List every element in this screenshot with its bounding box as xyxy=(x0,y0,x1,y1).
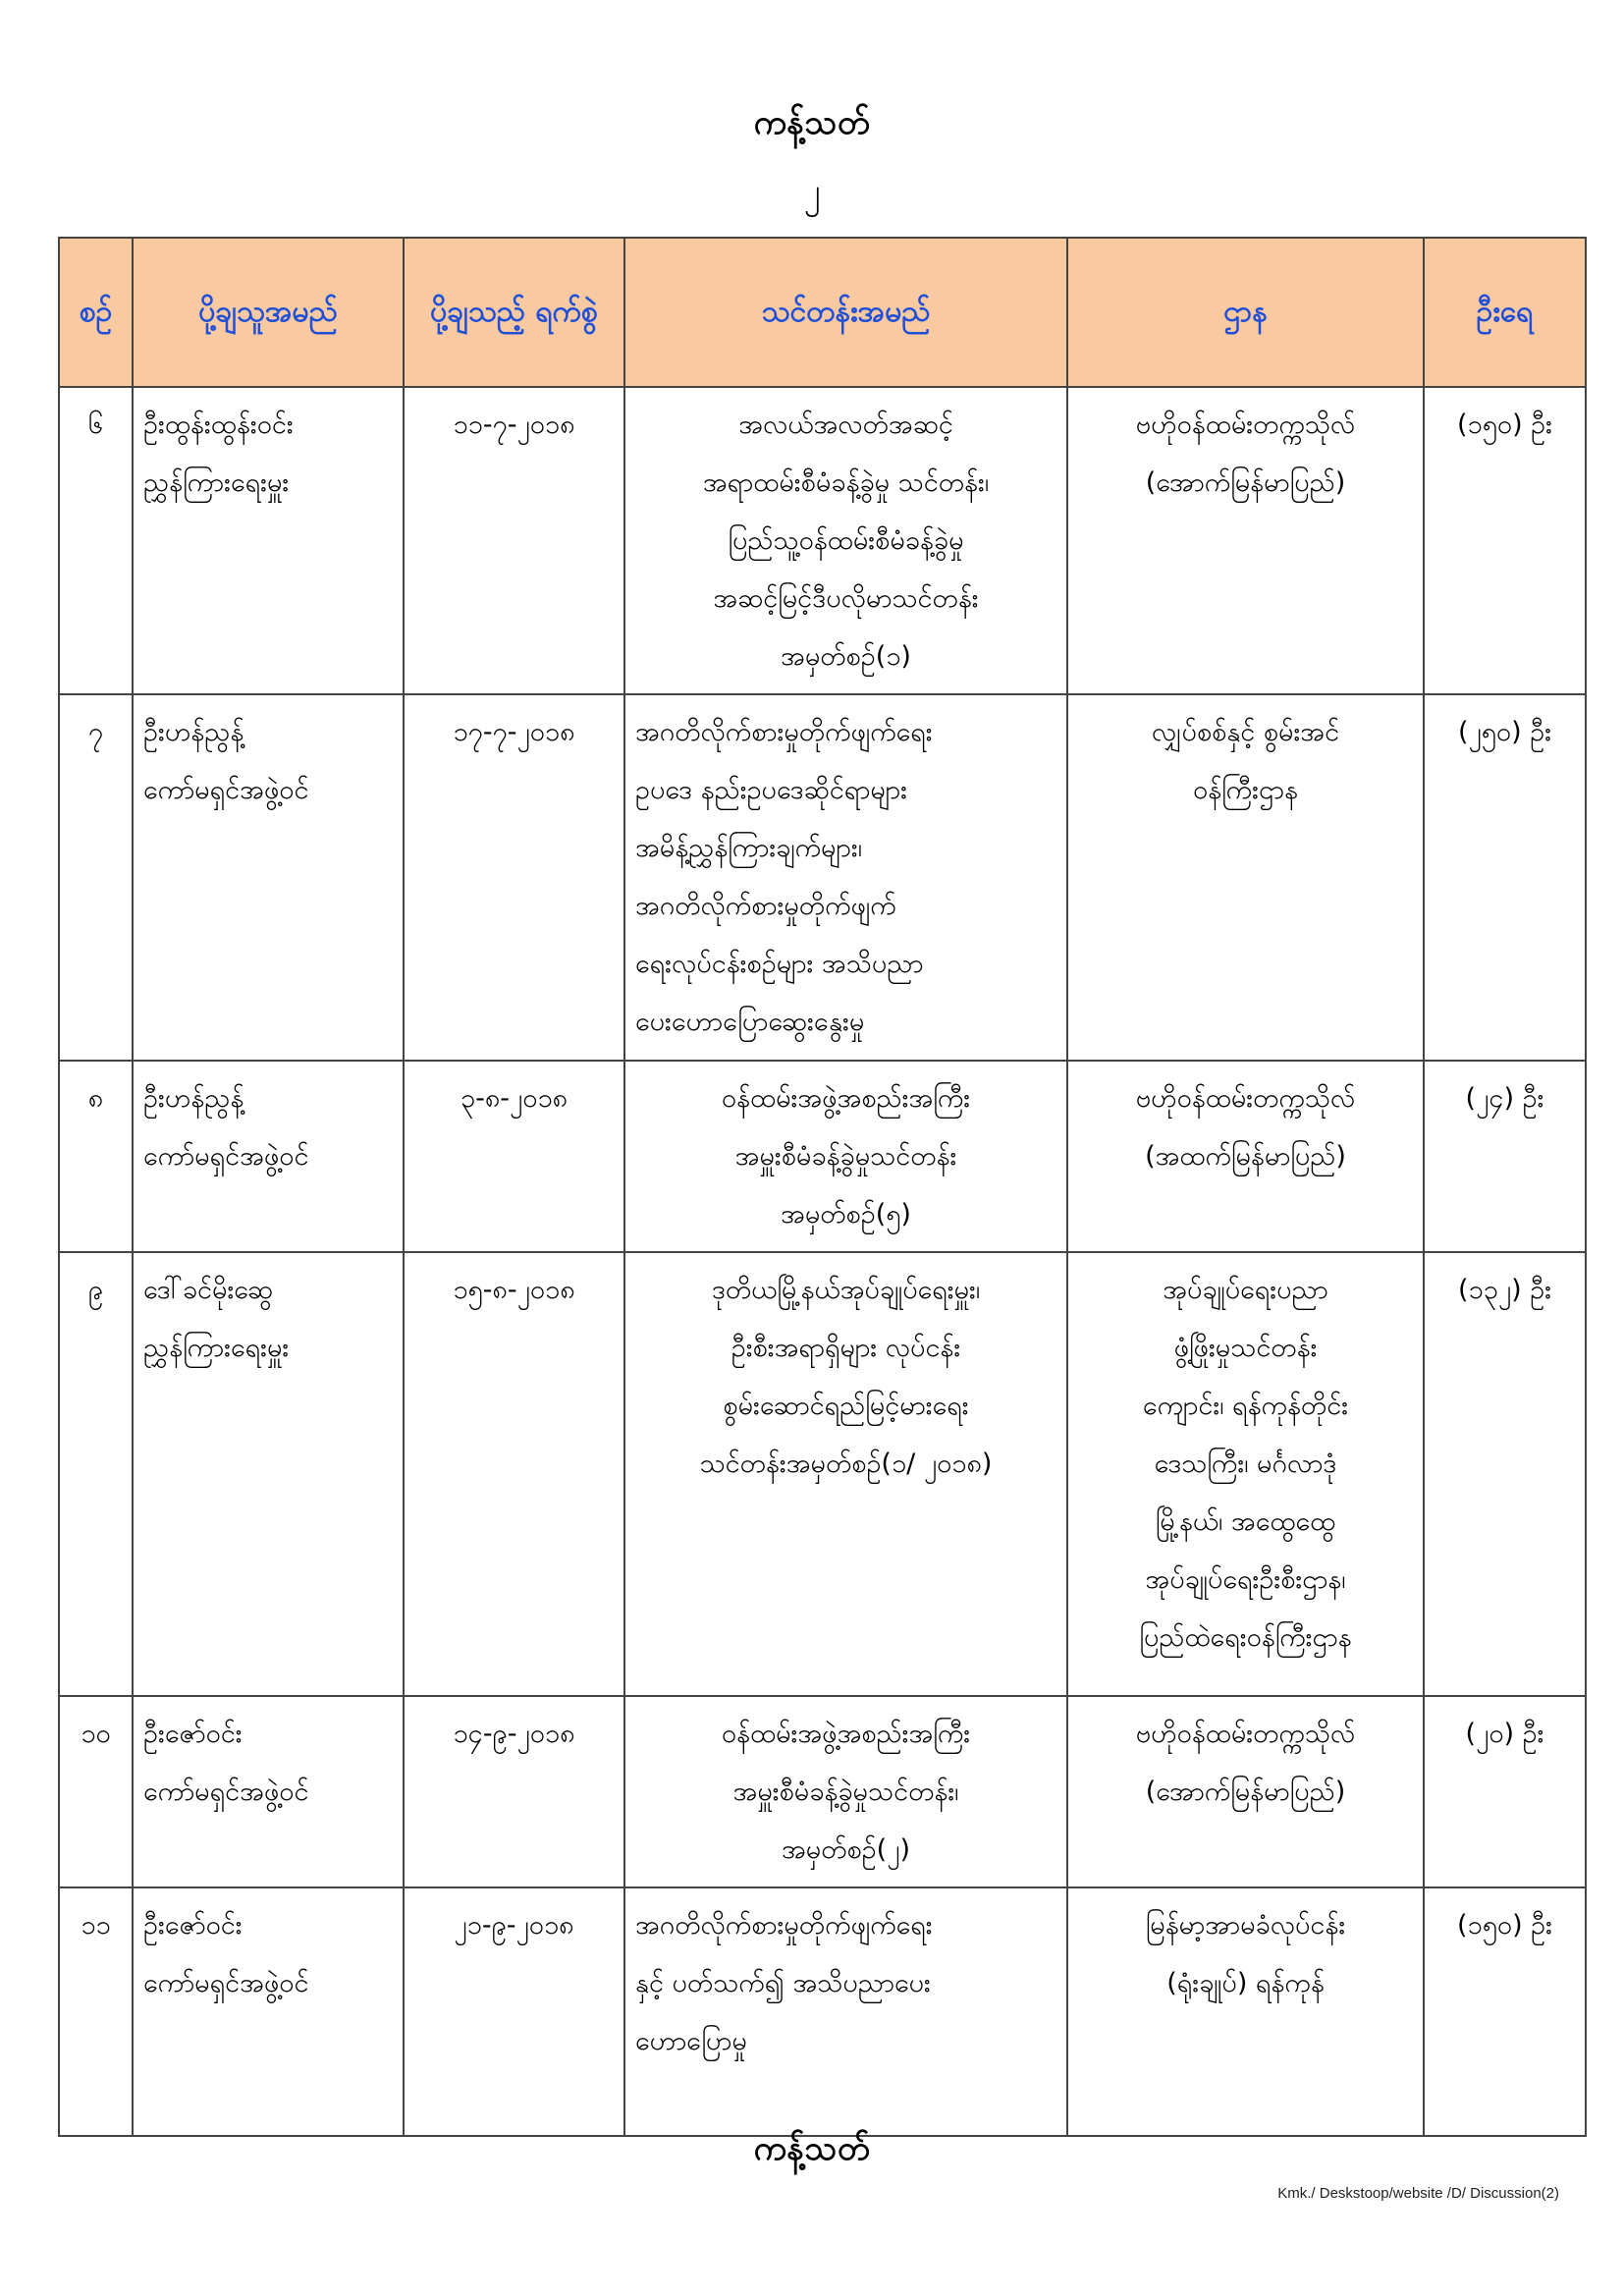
course-line: ဥပဒေ နည်းဥပဒေဆိုင်ရာများ xyxy=(635,775,907,805)
classification-footer: ကန့်သတ် xyxy=(753,2129,871,2168)
lecturer-line: ကော်မရှင်အဖွဲ့ဝင် xyxy=(143,1141,309,1172)
lecture-date: ၁၅-၈-၂၀၁၈ xyxy=(404,1252,624,1696)
course-line: ဒုတိယမြို့နယ်အုပ်ချုပ်ရေးမှူး၊ xyxy=(711,1275,981,1305)
department-line: ဖွံ့ဖြိုးမှုသင်တန်း xyxy=(1173,1333,1318,1363)
department-line: အုပ်ချုပ်ရေးဦးစီးဌာန၊ xyxy=(1145,1564,1346,1595)
lecturer-line: ကော်မရှင်အဖွဲ့ဝင် xyxy=(143,1777,309,1807)
department-line: ဗဟိုဝန်ထမ်းတက္ကသိုလ် xyxy=(1135,410,1356,440)
course-line: အရာထမ်းစီမံခန့်ခွဲမှု သင်တန်း၊ xyxy=(702,467,990,498)
row-number: ၆ xyxy=(59,387,133,694)
lecturer-line: ညွှန်ကြားရေးမှူး xyxy=(143,467,290,498)
department-line: အုပ်ချုပ်ရေးပညာ xyxy=(1163,1275,1328,1305)
lecturer-name xyxy=(133,1696,404,1887)
course-line: အဆင့်မြင့်ဒီပလိုမာသင်တန်း xyxy=(713,583,979,614)
department-line: မြို့နယ်၊ အထွေထွေ xyxy=(1155,1506,1336,1537)
attendee-count: (၂၅၀) ဦး xyxy=(1424,694,1586,1061)
department xyxy=(1067,1696,1424,1887)
row-number: ၁၀ xyxy=(59,1696,133,1887)
course-name xyxy=(624,1696,1067,1887)
department xyxy=(1067,1061,1424,1252)
course-name xyxy=(624,1061,1067,1252)
attendee-count: (၂၄) ဦး xyxy=(1424,1061,1586,1252)
department-line: (အောက်မြန်မာပြည်) xyxy=(1145,467,1346,498)
column-header-count: ဦးရေ xyxy=(1424,238,1586,387)
lecturer-line: ဦးဇော်ဝင်း xyxy=(143,1719,243,1749)
table-row xyxy=(59,1061,1586,1252)
table-row xyxy=(59,1887,1586,2136)
row-number: ၉ xyxy=(59,1252,133,1696)
lecturer-name xyxy=(133,694,404,1061)
course-line: အဂတိလိုက်စားမှုတိုက်ဖျက်ရေး xyxy=(635,1910,933,1941)
attendee-count: (၁၅၀) ဦး xyxy=(1424,1887,1586,2136)
lecture-date: ၁၄-၉-၂၀၁၈ xyxy=(404,1696,624,1887)
classification-header: ကန့်သတ် xyxy=(753,103,871,142)
course-line: အမှူးစီမံခန့်ခွဲမှုသင်တန်း xyxy=(734,1141,957,1172)
page-number: ၂ xyxy=(803,172,821,211)
table-row xyxy=(59,387,1586,694)
department-line: ကျောင်း၊ ရန်ကုန်တိုင်း xyxy=(1142,1391,1349,1421)
course-line: ပေးဟောပြောဆွေးနွေးမှု xyxy=(635,1007,865,1037)
lecturer-name xyxy=(133,387,404,694)
column-header-department: ဌာန xyxy=(1067,238,1424,387)
department xyxy=(1067,694,1424,1061)
course-line: အမှတ်စဉ်(၂) xyxy=(782,1834,910,1865)
lecturer-line: ဦးဟန်ညွန့် xyxy=(143,1083,244,1114)
course-line: ဝန်ထမ်းအဖွဲ့အစည်းအကြီး xyxy=(721,1083,971,1114)
lecturer-name xyxy=(133,1252,404,1696)
lecturer-line: ဦးဟန်ညွန့် xyxy=(143,717,244,747)
course-line: ဦးစီးအရာရှိများ လုပ်ငန်း xyxy=(731,1333,961,1363)
lecture-date: ၂၁-၉-၂၀၁၈ xyxy=(404,1887,624,2136)
course-line: သင်တန်းအမှတ်စဉ်(၁/ ၂၀၁၈) xyxy=(699,1449,993,1479)
course-line: အမိန့်ညွှန်ကြားချက်များ၊ xyxy=(635,833,862,863)
department-line: ပြည်ထဲရေးဝန်ကြီးဌာန xyxy=(1139,1622,1352,1653)
lecturer-line: ဦးဇော်ဝင်း xyxy=(143,1910,243,1941)
course-line: စွမ်းဆောင်ရည်မြင့်မားရေး xyxy=(723,1391,969,1421)
lecture-date: ၁၁-၇-၂၀၁၈ xyxy=(404,387,624,694)
row-number: ၇ xyxy=(59,694,133,1061)
column-header-no: စဉ် xyxy=(59,238,133,387)
department-line: ဝန်ကြီးဌာန xyxy=(1193,775,1298,805)
course-line: ပြည်သူ့ဝန်ထမ်းစီမံခန့်ခွဲမှု xyxy=(728,525,964,556)
department-line: (အထက်မြန်မာပြည်) xyxy=(1145,1141,1346,1172)
lecturer-name xyxy=(133,1061,404,1252)
department xyxy=(1067,1887,1424,2136)
department-line: (အောက်မြန်မာပြည်) xyxy=(1145,1777,1346,1807)
lecturer-line: ဦးထွန်းထွန်းဝင်း xyxy=(143,410,294,440)
table-row xyxy=(59,1696,1586,1887)
row-number: ၈ xyxy=(59,1061,133,1252)
lecturer-name xyxy=(133,1887,404,2136)
lecturer-line: ဒေါ်ခင်မိုးဆွေ xyxy=(143,1275,274,1305)
table-header-row xyxy=(59,238,1586,387)
column-header-course: သင်တန်းအမည် xyxy=(624,238,1067,387)
course-line: အမှူးစီမံခန့်ခွဲမှုသင်တန်း၊ xyxy=(732,1777,959,1807)
course-line: ဟောပြောမှု xyxy=(635,2026,747,2056)
lecturer-line: ကော်မရှင်အဖွဲ့ဝင် xyxy=(143,775,309,805)
table-row xyxy=(59,1252,1586,1696)
department xyxy=(1067,387,1424,694)
department-line: ဗဟိုဝန်ထမ်းတက္ကသိုလ် xyxy=(1135,1719,1356,1749)
column-header-date: ပို့ချသည့် ရက်စွဲ xyxy=(404,238,624,387)
attendee-count: (၁၃၂) ဦး xyxy=(1424,1252,1586,1696)
column-header-lecturer: ပို့ချသူအမည် xyxy=(133,238,404,387)
attendee-count: (၂၀) ဦး xyxy=(1424,1696,1586,1887)
table-row xyxy=(59,694,1586,1061)
department-line: (ရုံးချုပ်) ရန်ကုန် xyxy=(1166,1968,1325,1998)
department-line: လျှပ်စစ်နှင့် စွမ်းအင် xyxy=(1151,717,1340,747)
course-name xyxy=(624,387,1067,694)
course-line: ဝန်ထမ်းအဖွဲ့အစည်းအကြီး xyxy=(721,1719,971,1749)
course-line: အဂတိလိုက်စားမှုတိုက်ဖျက်ရေး xyxy=(635,717,933,747)
department-line: ဒေသကြီး၊ မင်္ဂလာဒုံ xyxy=(1154,1449,1337,1479)
course-name xyxy=(624,1887,1067,2136)
course-name xyxy=(624,1252,1067,1696)
lecture-table xyxy=(58,237,1587,2137)
course-line: ရေးလုပ်ငန်းစဉ်များ အသိပညာ xyxy=(635,949,924,979)
course-line: အဂတိလိုက်စားမှုတိုက်ဖျက် xyxy=(635,891,896,921)
footer-file-path: Kmk./ Deskstoop/website /D/ Discussion(2) xyxy=(1277,2185,1559,2202)
course-name xyxy=(624,694,1067,1061)
lecture-date: ၁၇-၇-၂၀၁၈ xyxy=(404,694,624,1061)
lecturer-line: ညွှန်ကြားရေးမှူး xyxy=(143,1333,290,1363)
lecturer-line: ကော်မရှင်အဖွဲ့ဝင် xyxy=(143,1968,309,1998)
department xyxy=(1067,1252,1424,1696)
course-line: နှင့် ပတ်သက်၍ အသိပညာပေး xyxy=(635,1968,931,1998)
course-line: အမှတ်စဉ်(၅) xyxy=(781,1199,911,1230)
row-number: ၁၁ xyxy=(59,1887,133,2136)
course-line: အလယ်အလတ်အဆင့် xyxy=(738,410,953,440)
course-line: အမှတ်စဉ်(၁) xyxy=(781,641,911,672)
department-line: ဗဟိုဝန်ထမ်းတက္ကသိုလ် xyxy=(1135,1083,1356,1114)
lecture-date: ၃-၈-၂၀၁၈ xyxy=(404,1061,624,1252)
department-line: မြန်မာ့အာမခံလုပ်ငန်း xyxy=(1145,1910,1346,1941)
attendee-count: (၁၅၀) ဦး xyxy=(1424,387,1586,694)
